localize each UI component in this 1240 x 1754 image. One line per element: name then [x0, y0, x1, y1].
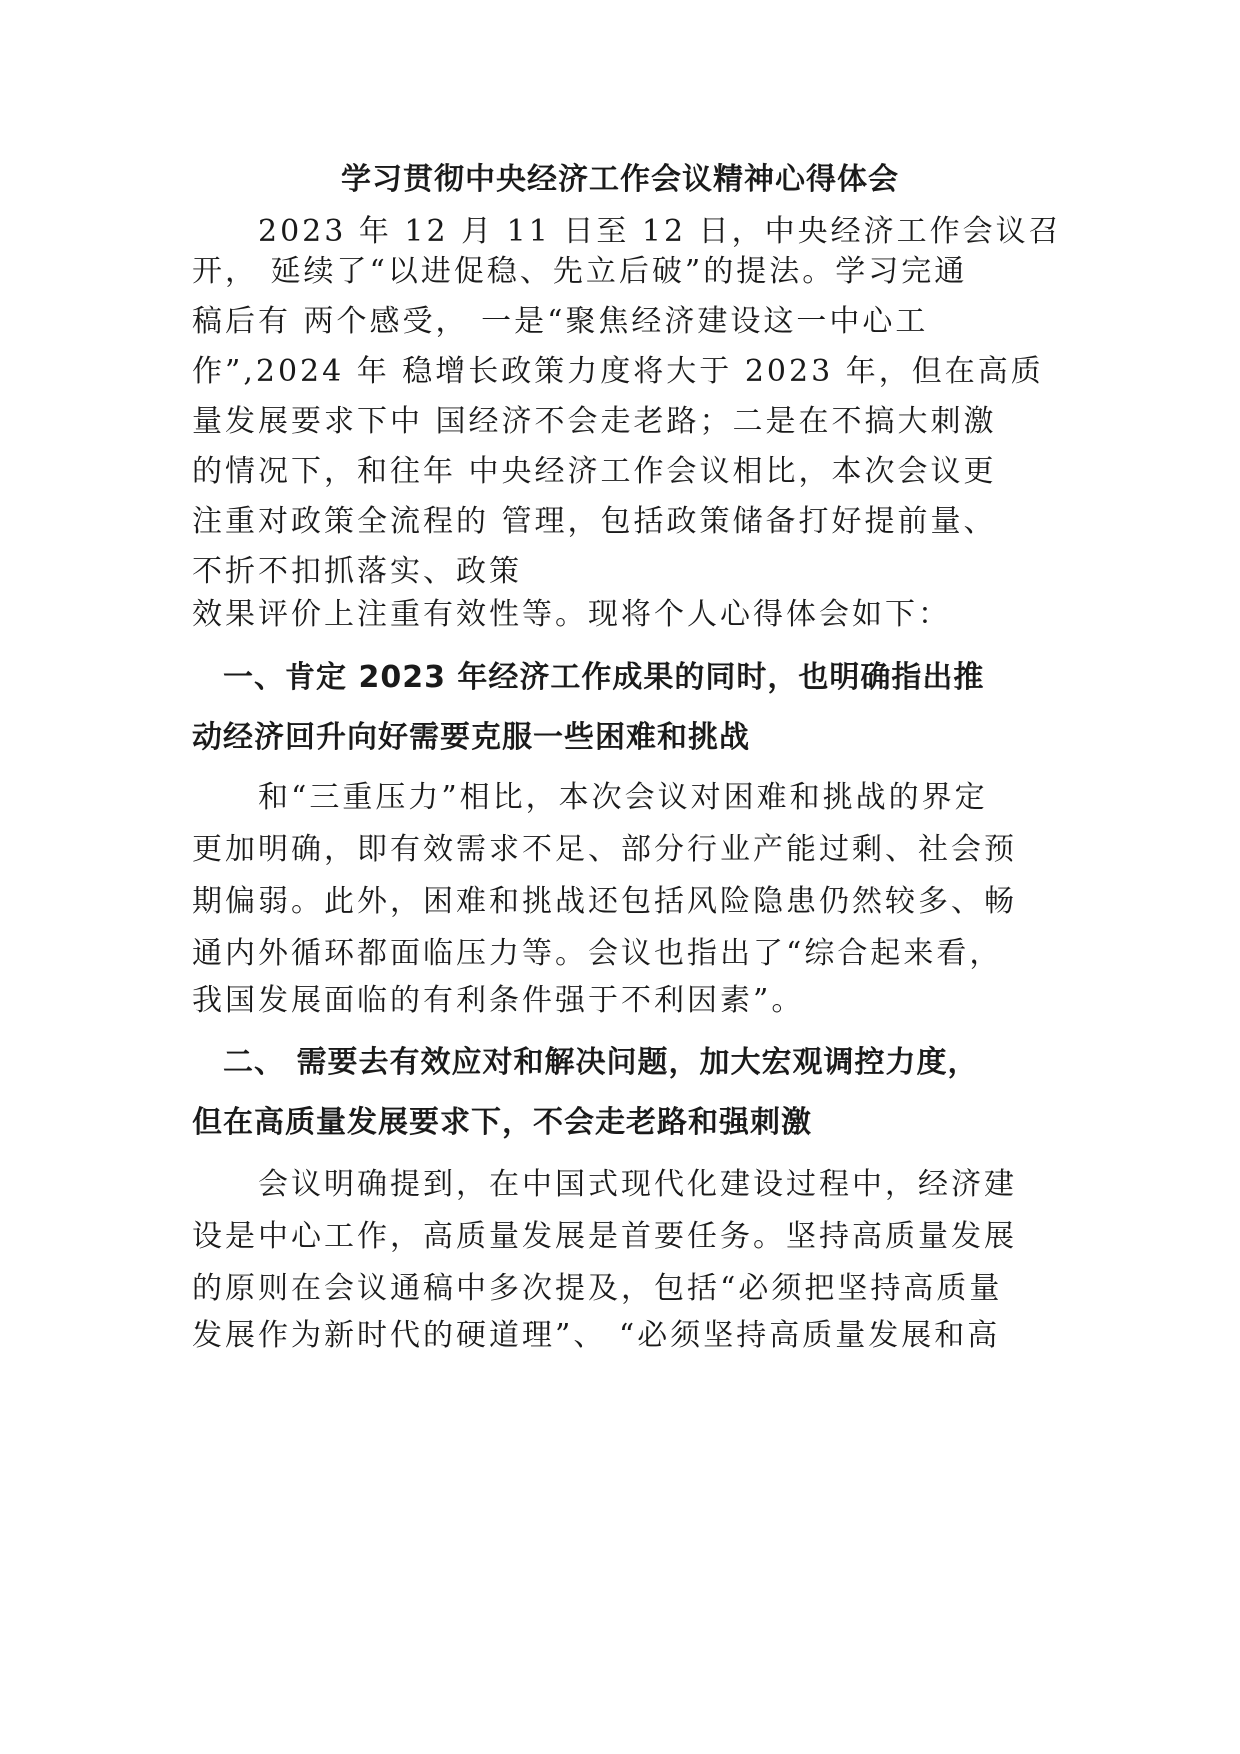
body-line: 我国发展面临的有利条件强于不利因素”。	[192, 983, 805, 1018]
intro-line: 稿后有 两个感受， 一是“聚焦经济建设这一中心工	[192, 304, 929, 339]
body-line: 设是中心工作，高质量发展是首要任务。坚持高质量发展	[192, 1219, 1017, 1254]
body-line: 会议明确提到，在中国式现代化建设过程中，经济建	[192, 1167, 1017, 1202]
intro-line: 开， 延续了“以进促稳、先立后破”的提法。学习完通	[192, 254, 968, 289]
body-line: 更加明确，即有效需求不足、部分行业产能过剩、社会预	[192, 832, 1017, 867]
body-line: 发展作为新时代的硬道理”、 “必须坚持高质量发展和高	[192, 1318, 1001, 1353]
body-line: 的原则在会议通稿中多次提及，包括“必须把坚持高质量	[192, 1271, 1003, 1306]
body-line: 期偏弱。此外，困难和挑战还包括风险隐患仍然较多、畅	[192, 884, 1017, 919]
intro-line: 作”,2024 年 稳增长政策力度将大于 2023 年，但在高质	[192, 354, 1044, 389]
intro-line: 量发展要求下中 国经济不会走老路；二是在不搞大刺激	[192, 404, 997, 439]
section-heading-line: 但在高质量发展要求下，不会走老路和强刺激	[192, 1105, 812, 1140]
section-heading-line: 动经济回升向好需要克服一些困难和挑战	[192, 720, 750, 755]
intro-line: 注重对政策全流程的 管理，包括政策储备打好提前量、	[192, 504, 997, 539]
body-line: 通内外循环都面临压力等。会议也指出了“综合起来看，	[192, 936, 1003, 971]
intro-line: 2023 年 12 月 11 日至 12 日，中央经济工作会议召	[192, 214, 1062, 249]
intro-line: 不折不扣抓落实、政策	[192, 554, 522, 589]
intro-line: 的情况下，和往年 中央经济工作会议相比，本次会议更	[192, 454, 997, 489]
document-title: 学习贯彻中央经济工作会议精神心得体会	[341, 162, 899, 197]
intro-line: 效果评价上注重有效性等。现将个人心得体会如下：	[192, 597, 951, 632]
body-line: 和“三重压力”相比，本次会议对困难和挑战的界定	[192, 780, 988, 815]
section-heading-line: 二、 需要去有效应对和解决问题，加大宏观调控力度，	[192, 1045, 979, 1080]
section-heading-line: 一、肯定 2023 年经济工作成果的同时，也明确指出推	[192, 660, 985, 695]
